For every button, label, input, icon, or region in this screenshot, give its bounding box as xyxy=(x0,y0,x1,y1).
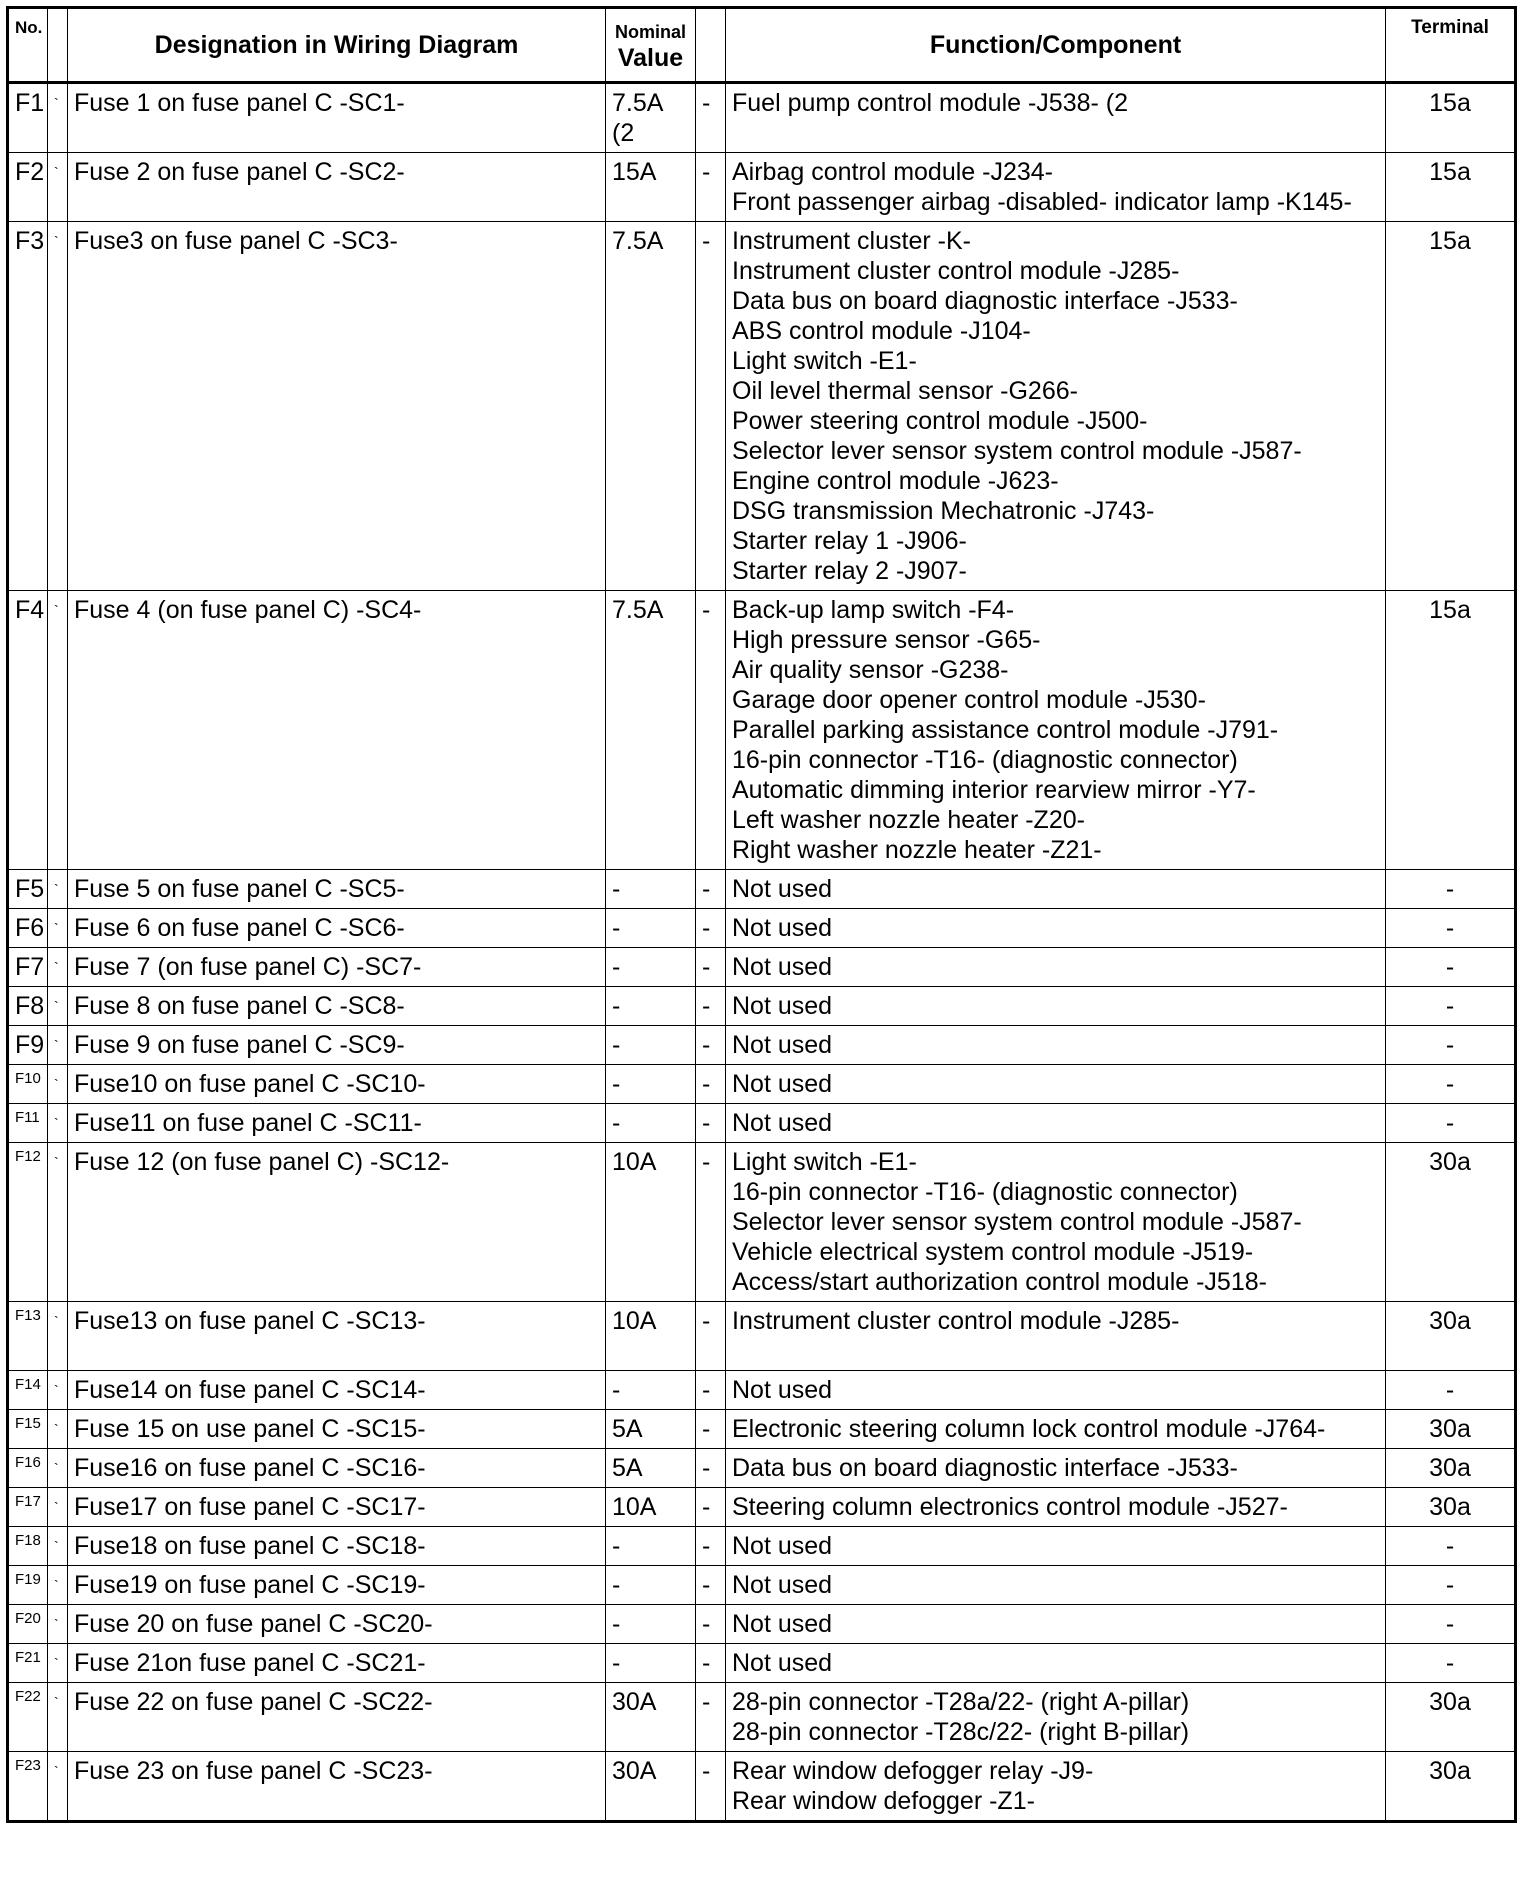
row-tick-mark: ` xyxy=(48,870,68,909)
fuse-row xyxy=(8,1605,1516,1644)
nominal-value: - xyxy=(606,909,696,948)
fuse-number: F1 xyxy=(8,83,48,153)
terminal: 30a xyxy=(1386,1683,1516,1752)
fuse-number: F15 xyxy=(8,1410,48,1449)
function-component xyxy=(726,222,1386,591)
terminal: 15a xyxy=(1386,591,1516,870)
nominal-value: - xyxy=(606,987,696,1026)
function-line: Rear window defogger -Z1- xyxy=(732,1787,1035,1815)
function-line: Oil level thermal sensor -G266- xyxy=(732,377,1078,405)
terminal: 30a xyxy=(1386,1488,1516,1527)
fuse-row xyxy=(8,870,1516,909)
fuse-row xyxy=(8,1302,1516,1371)
fuse-row xyxy=(8,1104,1516,1143)
function-line: Back-up lamp switch -F4- xyxy=(732,596,1015,624)
fuse-number: F7 xyxy=(8,948,48,987)
header-nominal-value xyxy=(606,8,696,83)
nominal-value: - xyxy=(606,870,696,909)
function-line: Power steering control module -J500- xyxy=(732,407,1148,435)
function-line: Steering column electronics control module -J527- xyxy=(732,1493,1288,1521)
row-tick-mark: ` xyxy=(48,1644,68,1683)
function-line: Engine control module -J623- xyxy=(732,467,1059,495)
function-line: Not used xyxy=(732,1031,833,1059)
fuse-number: F11 xyxy=(8,1104,48,1143)
nominal-value: - xyxy=(606,948,696,987)
function-line: Not used xyxy=(732,1070,833,1098)
function-line: Fuel pump control module -J538- (2 xyxy=(732,89,1129,117)
terminal: - xyxy=(1386,909,1516,948)
fuse-designation: Fuse 15 on use panel C -SC15- xyxy=(68,1410,606,1449)
function-component xyxy=(726,1026,1386,1065)
fuse-number: F6 xyxy=(8,909,48,948)
row-tick-mark: ` xyxy=(48,1065,68,1104)
row-tick-mark: ` xyxy=(48,1449,68,1488)
row-tick-mark: ` xyxy=(48,222,68,591)
row-tick-mark: ` xyxy=(48,987,68,1026)
fuse-designation: Fuse 21on fuse panel C -SC21- xyxy=(68,1644,606,1683)
row-tick-mark: ` xyxy=(48,1410,68,1449)
fuse-designation: Fuse17 on fuse panel C -SC17- xyxy=(68,1488,606,1527)
fuse-number: F22 xyxy=(8,1683,48,1752)
function-line: Left washer nozzle heater -Z20- xyxy=(732,806,1085,834)
function-line: Instrument cluster -K- xyxy=(732,227,971,255)
function-line: Not used xyxy=(732,992,833,1020)
fuse-designation: Fuse 7 (on fuse panel C) -SC7- xyxy=(68,948,606,987)
row-dash: - xyxy=(696,870,726,909)
row-tick-mark: ` xyxy=(48,1371,68,1410)
fuse-designation: Fuse14 on fuse panel C -SC14- xyxy=(68,1371,606,1410)
nominal-value: - xyxy=(606,1527,696,1566)
function-line: Instrument cluster control module -J285- xyxy=(732,257,1180,285)
header-function: Function/Component xyxy=(726,8,1386,83)
fuse-designation: Fuse 20 on fuse panel C -SC20- xyxy=(68,1605,606,1644)
function-line: Right washer nozzle heater -Z21- xyxy=(732,836,1102,864)
row-tick-mark: ` xyxy=(48,1566,68,1605)
header-no: No. xyxy=(8,8,48,83)
fuse-designation: Fuse 2 on fuse panel C -SC2- xyxy=(68,153,606,222)
function-line: Not used xyxy=(732,1109,833,1137)
fuse-number: F4 xyxy=(8,591,48,870)
terminal: - xyxy=(1386,1527,1516,1566)
function-component xyxy=(726,909,1386,948)
fuse-number: F10 xyxy=(8,1065,48,1104)
row-dash: - xyxy=(696,153,726,222)
nominal-value: 7.5A xyxy=(606,222,696,591)
header-terminal: Terminal xyxy=(1386,8,1516,83)
fuse-row xyxy=(8,948,1516,987)
row-tick-mark: ` xyxy=(48,153,68,222)
row-tick-mark: ` xyxy=(48,1143,68,1302)
terminal: 30a xyxy=(1386,1449,1516,1488)
function-line: Data bus on board diagnostic interface -J533- xyxy=(732,1454,1238,1482)
function-component xyxy=(726,83,1386,153)
row-tick-mark: ` xyxy=(48,1752,68,1822)
function-line: Not used xyxy=(732,1532,833,1560)
nominal-value: 5A xyxy=(606,1449,696,1488)
fuse-designation: Fuse16 on fuse panel C -SC16- xyxy=(68,1449,606,1488)
terminal: - xyxy=(1386,1026,1516,1065)
fuse-row xyxy=(8,1410,1516,1449)
row-dash: - xyxy=(696,1527,726,1566)
function-line: Not used xyxy=(732,953,833,981)
fuse-designation: Fuse10 on fuse panel C -SC10- xyxy=(68,1065,606,1104)
fuse-designation: Fuse19 on fuse panel C -SC19- xyxy=(68,1566,606,1605)
row-dash: - xyxy=(696,1644,726,1683)
header-value-label: Value xyxy=(617,44,684,72)
header-tick xyxy=(48,8,68,83)
fuse-row xyxy=(8,1371,1516,1410)
terminal: - xyxy=(1386,1065,1516,1104)
fuse-number: F13 xyxy=(8,1302,48,1371)
function-line: Not used xyxy=(732,1571,833,1599)
fuse-designation: Fuse18 on fuse panel C -SC18- xyxy=(68,1527,606,1566)
function-line: Starter relay 1 -J906- xyxy=(732,527,967,555)
function-component xyxy=(726,948,1386,987)
function-line: Front passenger airbag -disabled- indicator lamp -K145- xyxy=(732,188,1352,216)
nominal-value: 10A xyxy=(606,1488,696,1527)
terminal: 30a xyxy=(1386,1752,1516,1822)
terminal: - xyxy=(1386,1566,1516,1605)
fuse-number: F8 xyxy=(8,987,48,1026)
nominal-value: 30A xyxy=(606,1752,696,1822)
function-line: ABS control module -J104- xyxy=(732,317,1031,345)
fuse-row xyxy=(8,1566,1516,1605)
fuse-number: F3 xyxy=(8,222,48,591)
row-tick-mark: ` xyxy=(48,1488,68,1527)
terminal: 30a xyxy=(1386,1302,1516,1371)
function-line: 28-pin connector -T28a/22- (right A-pillar) xyxy=(732,1688,1190,1716)
function-component xyxy=(726,591,1386,870)
row-tick-mark: ` xyxy=(48,1683,68,1752)
terminal: - xyxy=(1386,1371,1516,1410)
fuse-designation: Fuse11 on fuse panel C -SC11- xyxy=(68,1104,606,1143)
nominal-value: - xyxy=(606,1104,696,1143)
row-tick-mark: ` xyxy=(48,591,68,870)
fuse-designation: Fuse 4 (on fuse panel C) -SC4- xyxy=(68,591,606,870)
row-dash: - xyxy=(696,591,726,870)
nominal-value: 30A xyxy=(606,1683,696,1752)
row-dash: - xyxy=(696,1143,726,1302)
function-line: Not used xyxy=(732,1649,833,1677)
function-component xyxy=(726,1302,1386,1371)
fuse-row xyxy=(8,909,1516,948)
row-tick-mark: ` xyxy=(48,83,68,153)
fuse-designation: Fuse 9 on fuse panel C -SC9- xyxy=(68,1026,606,1065)
function-component xyxy=(726,1605,1386,1644)
nominal-value: - xyxy=(606,1026,696,1065)
row-dash: - xyxy=(696,83,726,153)
function-component xyxy=(726,1566,1386,1605)
function-line: Automatic dimming interior rearview mirror -Y7- xyxy=(732,776,1256,804)
fuse-designation: Fuse 12 (on fuse panel C) -SC12- xyxy=(68,1143,606,1302)
function-component xyxy=(726,987,1386,1026)
fuse-row xyxy=(8,1644,1516,1683)
terminal: - xyxy=(1386,1605,1516,1644)
fuse-number: F14 xyxy=(8,1371,48,1410)
function-line: Data bus on board diagnostic interface -J533- xyxy=(732,287,1238,315)
function-component xyxy=(726,1449,1386,1488)
row-dash: - xyxy=(696,1605,726,1644)
fuse-designation: Fuse 22 on fuse panel C -SC22- xyxy=(68,1683,606,1752)
function-line: Not used xyxy=(732,1376,833,1404)
row-dash: - xyxy=(696,1302,726,1371)
function-line: Garage door opener control module -J530- xyxy=(732,686,1206,714)
fuse-row xyxy=(8,1752,1516,1822)
row-dash: - xyxy=(696,1449,726,1488)
nominal-value: - xyxy=(606,1644,696,1683)
fuse-number: F18 xyxy=(8,1527,48,1566)
row-dash: - xyxy=(696,1752,726,1822)
fuse-row xyxy=(8,1026,1516,1065)
nominal-value: - xyxy=(606,1371,696,1410)
function-line: 16-pin connector -T16- (diagnostic connector) xyxy=(732,1178,1238,1206)
fuse-row xyxy=(8,1143,1516,1302)
row-dash: - xyxy=(696,1026,726,1065)
function-line: Airbag control module -J234- xyxy=(732,158,1053,186)
function-component xyxy=(726,1410,1386,1449)
terminal: - xyxy=(1386,987,1516,1026)
function-line: Light switch -E1- xyxy=(732,1148,917,1176)
fuse-number: F9 xyxy=(8,1026,48,1065)
function-component xyxy=(726,1683,1386,1752)
fuse-row xyxy=(8,1527,1516,1566)
row-tick-mark: ` xyxy=(48,1026,68,1065)
function-line: Parallel parking assistance control module -J791- xyxy=(732,716,1279,744)
function-line: 16-pin connector -T16- (diagnostic connector) xyxy=(732,746,1238,774)
row-tick-mark: ` xyxy=(48,1605,68,1644)
fuse-designation: Fuse 1 on fuse panel C -SC1- xyxy=(68,83,606,153)
row-tick-mark: ` xyxy=(48,948,68,987)
function-component xyxy=(726,1104,1386,1143)
row-dash: - xyxy=(696,1104,726,1143)
function-line: Light switch -E1- xyxy=(732,347,917,375)
terminal: 15a xyxy=(1386,222,1516,591)
function-component xyxy=(726,1527,1386,1566)
row-dash: - xyxy=(696,909,726,948)
nominal-value: 5A xyxy=(606,1410,696,1449)
row-dash: - xyxy=(696,1371,726,1410)
function-line: Electronic steering column lock control module -J764- xyxy=(732,1415,1326,1443)
function-line: Selector lever sensor system control module -J587- xyxy=(732,1208,1302,1236)
fuse-row xyxy=(8,222,1516,591)
function-line: Access/start authorization control module -J518- xyxy=(732,1268,1267,1296)
function-component xyxy=(726,1371,1386,1410)
function-line: Starter relay 2 -J907- xyxy=(732,557,967,585)
function-component xyxy=(726,1143,1386,1302)
fuse-number: F19 xyxy=(8,1566,48,1605)
function-line: 28-pin connector -T28c/22- (right B-pillar) xyxy=(732,1718,1190,1746)
nominal-value: 7.5A (2 xyxy=(606,83,696,153)
fuse-designation: Fuse 8 on fuse panel C -SC8- xyxy=(68,987,606,1026)
function-component xyxy=(726,1488,1386,1527)
fuse-designation: Fuse 6 on fuse panel C -SC6- xyxy=(68,909,606,948)
header-dash xyxy=(696,8,726,83)
fuse-number: F12 xyxy=(8,1143,48,1302)
nominal-value: - xyxy=(606,1605,696,1644)
fuse-row xyxy=(8,1065,1516,1104)
fuse-number: F17 xyxy=(8,1488,48,1527)
function-line: Instrument cluster control module -J285- xyxy=(732,1307,1180,1335)
terminal: - xyxy=(1386,948,1516,987)
function-line: High pressure sensor -G65- xyxy=(732,626,1041,654)
function-line: Not used xyxy=(732,914,833,942)
row-dash: - xyxy=(696,987,726,1026)
fuse-designation: Fuse 5 on fuse panel C -SC5- xyxy=(68,870,606,909)
header-designation: Designation in Wiring Diagram xyxy=(68,8,606,83)
nominal-value: 7.5A xyxy=(606,591,696,870)
fuse-table-body xyxy=(8,83,1516,1822)
function-line: Not used xyxy=(732,1610,833,1638)
fuse-row xyxy=(8,1683,1516,1752)
row-tick-mark: ` xyxy=(48,1527,68,1566)
function-line: Air quality sensor -G238- xyxy=(732,656,1009,684)
function-component xyxy=(726,1065,1386,1104)
nominal-value: 10A xyxy=(606,1143,696,1302)
function-line xyxy=(732,1336,1379,1366)
fuse-table xyxy=(6,6,1517,1823)
fuse-number: F5 xyxy=(8,870,48,909)
fuse-row xyxy=(8,1449,1516,1488)
function-component xyxy=(726,1752,1386,1822)
fuse-number: F20 xyxy=(8,1605,48,1644)
function-component xyxy=(726,153,1386,222)
function-component xyxy=(726,870,1386,909)
function-line: Vehicle electrical system control module -J519- xyxy=(732,1238,1254,1266)
row-dash: - xyxy=(696,1488,726,1527)
nominal-value: - xyxy=(606,1566,696,1605)
terminal: - xyxy=(1386,1644,1516,1683)
row-dash: - xyxy=(696,222,726,591)
fuse-table-page xyxy=(6,6,1514,1823)
fuse-number: F21 xyxy=(8,1644,48,1683)
function-component xyxy=(726,1644,1386,1683)
fuse-row xyxy=(8,83,1516,153)
terminal: - xyxy=(1386,1104,1516,1143)
row-dash: - xyxy=(696,1065,726,1104)
terminal: - xyxy=(1386,870,1516,909)
fuse-row xyxy=(8,591,1516,870)
nominal-value: 15A xyxy=(606,153,696,222)
nominal-value: 10A xyxy=(606,1302,696,1371)
fuse-number: F2 xyxy=(8,153,48,222)
nominal-value: - xyxy=(606,1065,696,1104)
terminal: 15a xyxy=(1386,153,1516,222)
fuse-designation: Fuse13 on fuse panel C -SC13- xyxy=(68,1302,606,1371)
row-dash: - xyxy=(696,1683,726,1752)
row-tick-mark: ` xyxy=(48,1302,68,1371)
function-line: Not used xyxy=(732,875,833,903)
header-row xyxy=(8,8,1516,83)
fuse-row xyxy=(8,1488,1516,1527)
fuse-row xyxy=(8,153,1516,222)
fuse-number: F16 xyxy=(8,1449,48,1488)
function-line: Selector lever sensor system control module -J587- xyxy=(732,437,1302,465)
row-tick-mark: ` xyxy=(48,909,68,948)
row-dash: - xyxy=(696,1566,726,1605)
row-dash: - xyxy=(696,948,726,987)
fuse-designation: Fuse3 on fuse panel C -SC3- xyxy=(68,222,606,591)
function-line: DSG transmission Mechatronic -J743- xyxy=(732,497,1155,525)
fuse-number: F23 xyxy=(8,1752,48,1822)
fuse-row xyxy=(8,987,1516,1026)
terminal: 15a xyxy=(1386,83,1516,153)
row-dash: - xyxy=(696,1410,726,1449)
terminal: 30a xyxy=(1386,1410,1516,1449)
function-line: Rear window defogger relay -J9- xyxy=(732,1757,1094,1785)
terminal: 30a xyxy=(1386,1143,1516,1302)
header-nominal-label: Nominal xyxy=(614,22,686,42)
fuse-designation: Fuse 23 on fuse panel C -SC23- xyxy=(68,1752,606,1822)
row-tick-mark: ` xyxy=(48,1104,68,1143)
